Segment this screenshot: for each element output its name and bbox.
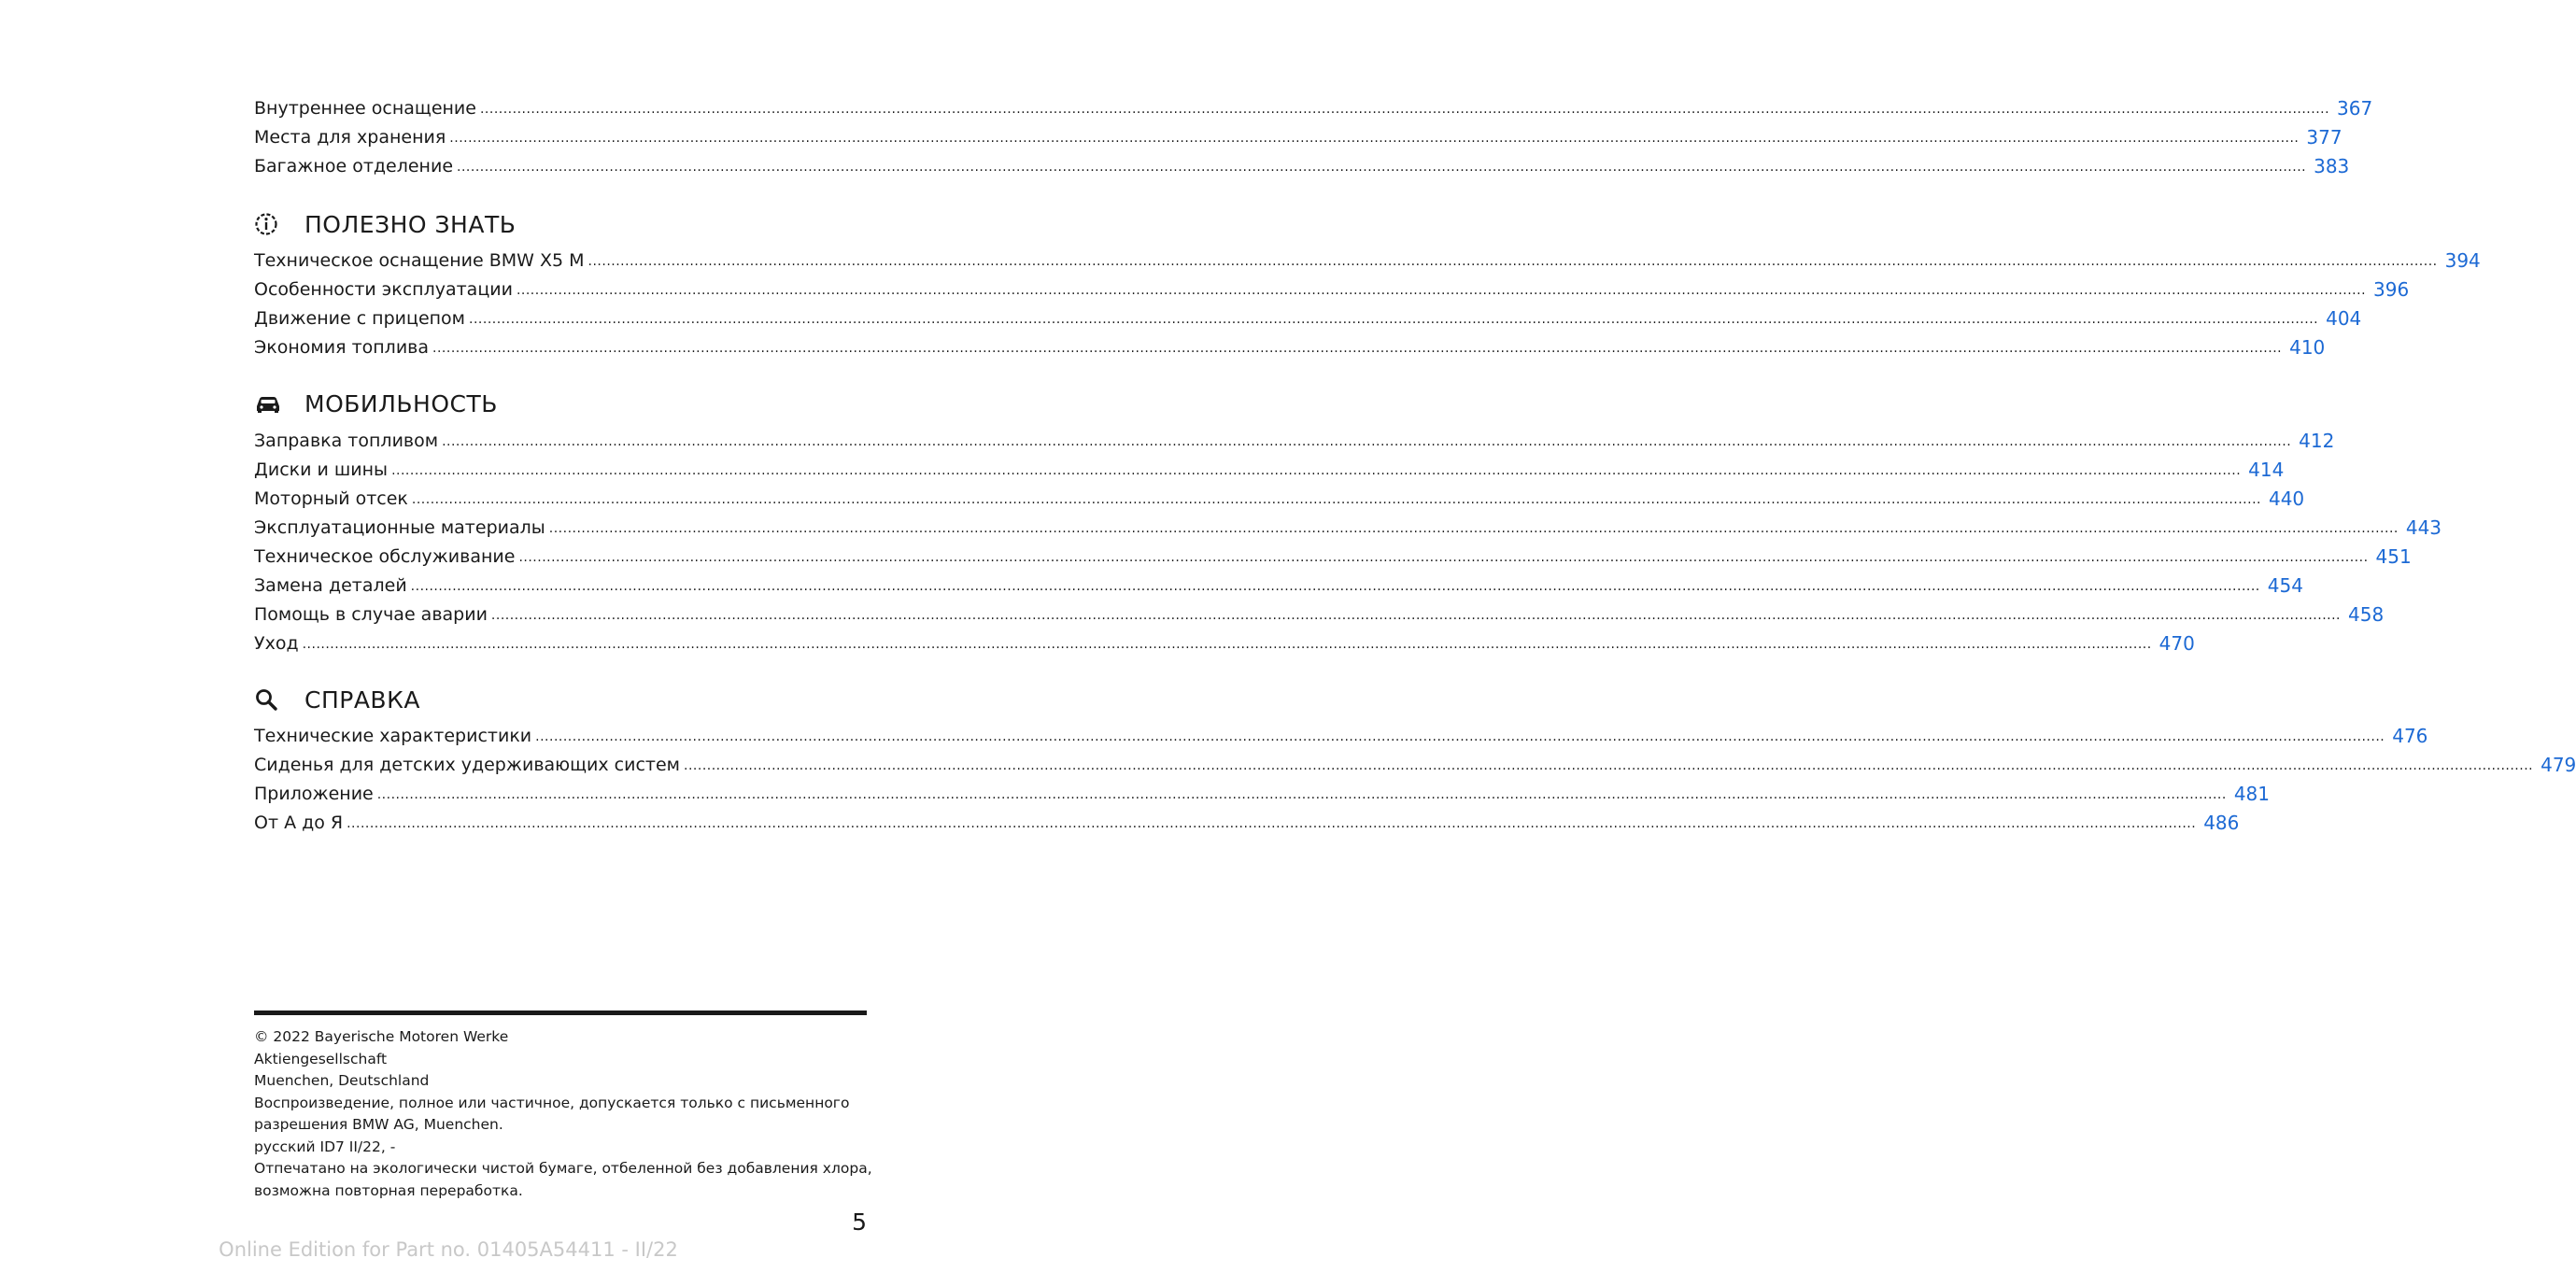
toc-entry-label: Техническое оснащение BMW X5 M <box>254 250 585 271</box>
toc-entry-label: Внутреннее оснащение <box>254 98 476 119</box>
toc-entry[interactable] <box>254 93 2373 120</box>
dot-leader: ................................................................................................................................................................................................................................................................................................................................................................................................................ <box>442 434 2292 449</box>
toc-entry[interactable] <box>254 332 2326 359</box>
dot-leader: ................................................................................................................................................................................................................................................................................................................................................................................................................ <box>410 579 2260 594</box>
imprint-line: Воспроизведение, полное или частичное, допускается только с письменного <box>254 1094 850 1111</box>
toc-entry[interactable] <box>254 542 2412 568</box>
imprint-block <box>254 1026 870 1202</box>
toc-entry-label: От А до Я <box>254 813 344 833</box>
toc-entry-label: Моторный отсек <box>254 488 408 509</box>
imprint-line: Aktiengesellschaft <box>254 1050 388 1067</box>
imprint-line: Отпечатано на экологически чистой бумаге, отбеленной без добавления хлора, <box>254 1160 872 1177</box>
dot-leader: ................................................................................................................................................................................................................................................................................................................................................................................................................ <box>347 816 2197 831</box>
toc-entry[interactable] <box>254 304 2362 330</box>
toc-entry-label: Сиденья для детских удерживающих систем <box>254 755 681 775</box>
toc-entry[interactable] <box>254 808 2240 834</box>
toc-entry-label: Движение с прицепом <box>254 308 466 329</box>
toc-page-link[interactable]: 479 <box>2541 754 2576 776</box>
toc-entry-label: Особенности эксплуатации <box>254 279 513 300</box>
toc-page-link[interactable]: 481 <box>2233 783 2270 805</box>
toc-page-link[interactable]: 476 <box>2392 725 2428 747</box>
toc-entry-label: Техническое обслуживание <box>254 546 516 567</box>
dot-leader: ................................................................................................................................................................................................................................................................................................................................................................................................................ <box>479 102 2330 117</box>
search-icon <box>254 685 295 714</box>
car-icon <box>254 389 295 417</box>
toc-entry-label: Места для хранения <box>254 127 446 148</box>
imprint-divider <box>254 1011 867 1015</box>
section-title: ПОЛЕЗНО ЗНАТЬ <box>304 210 517 238</box>
toc-page-link[interactable]: 440 <box>2268 488 2305 510</box>
toc-entry-label: Технические характеристики <box>254 726 532 746</box>
toc-entry[interactable] <box>254 426 2335 452</box>
toc-page-link[interactable]: 458 <box>2348 603 2385 626</box>
imprint-line: русский ID7 II/22, - <box>254 1138 396 1155</box>
imprint-line: разрешения BMW AG, Muenchen. <box>254 1116 503 1133</box>
dot-leader: ................................................................................................................................................................................................................................................................................................................................................................................................................ <box>535 729 2385 744</box>
dot-leader: ................................................................................................................................................................................................................................................................................................................................................................................................................ <box>449 131 2300 146</box>
toc-entry[interactable] <box>254 750 2576 776</box>
toc-entry[interactable] <box>254 513 2442 539</box>
toc-page-link[interactable]: 486 <box>2203 812 2240 834</box>
toc-entry[interactable] <box>254 455 2285 481</box>
toc-entry[interactable] <box>254 246 2481 272</box>
online-edition-note: Online Edition for Part no. 01405A54411 - II/22 <box>219 1238 678 1261</box>
toc-page-link[interactable]: 443 <box>2405 516 2442 539</box>
toc-entry-label: Приложение <box>254 784 374 804</box>
dot-leader: ................................................................................................................................................................................................................................................................................................................................................................................................................ <box>376 787 2227 802</box>
imprint-line: возможна повторная переработка. <box>254 1181 523 1199</box>
toc-entry[interactable] <box>254 484 2305 510</box>
toc-page-link[interactable]: 404 <box>2326 307 2362 330</box>
section-heading <box>254 387 867 420</box>
toc-page-link[interactable]: 470 <box>2158 632 2195 655</box>
section-heading <box>254 207 867 241</box>
dot-leader: ................................................................................................................................................................................................................................................................................................................................................................................................................ <box>302 637 2152 652</box>
toc-entry-label: Багажное отделение <box>254 156 454 177</box>
toc-entry-label: Эксплуатационные материалы <box>254 517 545 538</box>
dot-leader: ................................................................................................................................................................................................................................................................................................................................................................................................................ <box>457 160 2307 175</box>
toc-page-link[interactable]: 451 <box>2375 545 2412 568</box>
section-title: МОБИЛЬНОСТЬ <box>304 389 498 417</box>
section-heading <box>254 683 867 716</box>
section-title: СПРАВКА <box>304 685 420 714</box>
dot-leader: ................................................................................................................................................................................................................................................................................................................................................................................................................ <box>490 608 2341 623</box>
dot-leader: ................................................................................................................................................................................................................................................................................................................................................................................................................ <box>516 283 2367 298</box>
page-number: 5 <box>852 1208 867 1236</box>
toc-page-link[interactable]: 394 <box>2444 249 2481 272</box>
toc-entry-label: Замена деталей <box>254 575 407 596</box>
toc-entry[interactable] <box>254 600 2385 626</box>
toc-entry[interactable] <box>254 122 2342 148</box>
dot-leader: ................................................................................................................................................................................................................................................................................................................................................................................................................ <box>432 341 2283 356</box>
toc-entry-label: Уход <box>254 633 299 654</box>
toc-entry-label: Заправка топливом <box>254 431 439 451</box>
toc-entry-label: Помощь в случае аварии <box>254 604 488 625</box>
toc-page-link[interactable]: 396 <box>2373 278 2410 301</box>
toc-page-link[interactable]: 412 <box>2299 430 2335 452</box>
toc-page-link[interactable]: 454 <box>2267 574 2303 597</box>
dot-leader: ................................................................................................................................................................................................................................................................................................................................................................................................................ <box>684 758 2534 773</box>
toc-page-link[interactable]: 383 <box>2314 155 2350 177</box>
toc-page-link[interactable]: 410 <box>2289 336 2326 359</box>
info-icon <box>254 210 295 238</box>
dot-leader: ................................................................................................................................................................................................................................................................................................................................................................................................................ <box>548 521 2399 536</box>
imprint-line: Muenchen, Deutschland <box>254 1072 430 1089</box>
toc-entry[interactable] <box>254 629 2195 655</box>
dot-leader: ................................................................................................................................................................................................................................................................................................................................................................................................................ <box>518 550 2369 565</box>
toc-entry-label: Экономия топлива <box>254 337 430 358</box>
toc-entry-label: Диски и шины <box>254 459 389 480</box>
dot-leader: ................................................................................................................................................................................................................................................................................................................................................................................................................ <box>391 463 2242 478</box>
toc-page-link[interactable]: 367 <box>2337 97 2373 120</box>
imprint-line: © 2022 Bayerische Motoren Werke <box>254 1028 509 1045</box>
dot-leader: ................................................................................................................................................................................................................................................................................................................................................................................................................ <box>411 492 2261 507</box>
toc-entry[interactable] <box>254 151 2350 177</box>
dot-leader: ................................................................................................................................................................................................................................................................................................................................................................................................................ <box>469 312 2319 327</box>
toc-entry[interactable] <box>254 275 2410 301</box>
toc-page-link[interactable]: 414 <box>2248 459 2285 481</box>
toc-page-link[interactable]: 377 <box>2306 126 2342 148</box>
dot-leader: ................................................................................................................................................................................................................................................................................................................................................................................................................ <box>587 254 2438 269</box>
toc-entry[interactable] <box>254 721 2428 747</box>
toc-entry[interactable] <box>254 571 2303 597</box>
toc-entry[interactable] <box>254 779 2270 805</box>
